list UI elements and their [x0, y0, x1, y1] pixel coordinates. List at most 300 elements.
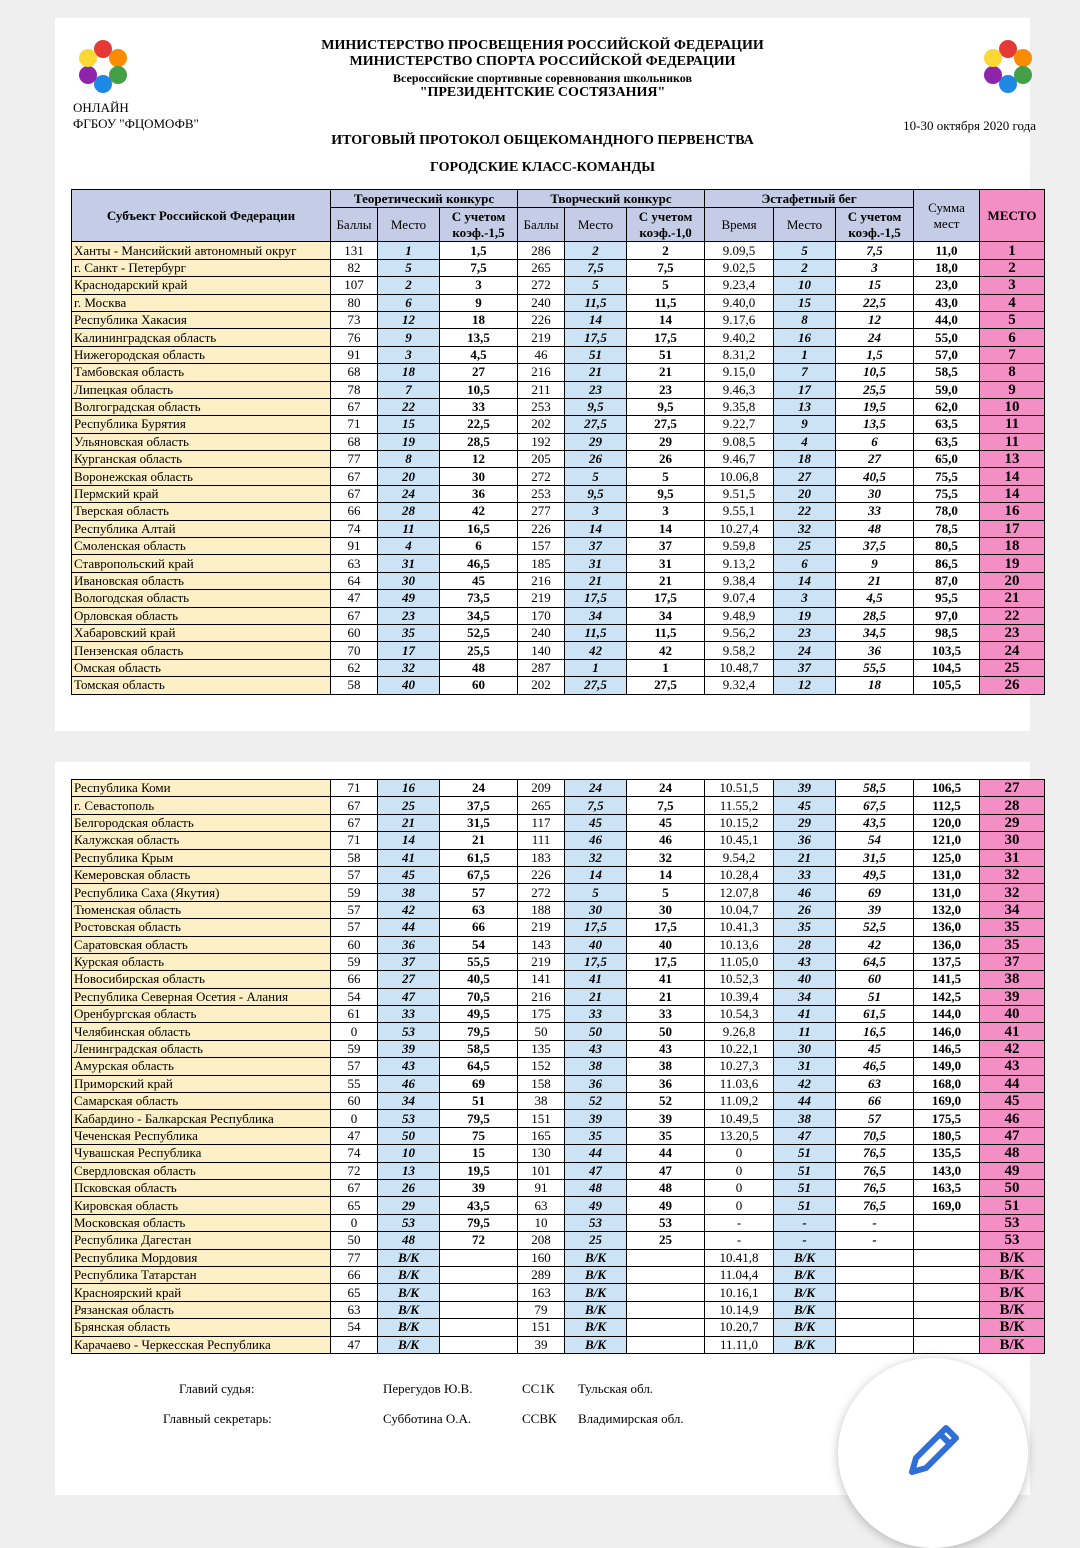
cell-theory-points: 54	[331, 988, 378, 1005]
judge-label: Главий судья:	[179, 1381, 255, 1396]
cell-relay-time: 10.41,8	[705, 1249, 774, 1266]
col-relay: Эстафетный бег	[705, 190, 914, 208]
cell-relay-coef	[836, 1249, 914, 1266]
cell-sum-places: 180,5	[914, 1127, 980, 1144]
cell-creative-coef: 9,5	[627, 398, 705, 415]
cell-sum-places: 146,5	[914, 1040, 980, 1057]
cell-relay-coef: 19,5	[836, 398, 914, 415]
cell-theory-place: 10	[378, 1145, 440, 1162]
cell-theory-place: 53	[378, 1023, 440, 1040]
cell-theory-points: 107	[331, 277, 378, 294]
event-date: 10-30 октября 2020 года	[903, 118, 1036, 133]
cell-region: Омская область	[72, 659, 331, 676]
cell-region: Ставропольский край	[72, 555, 331, 572]
cell-region: Ульяновская область	[72, 433, 331, 450]
cell-creative-points: 160	[518, 1249, 565, 1266]
cell-theory-coef: 66	[440, 919, 518, 936]
cell-creative-place: 17,5	[565, 919, 627, 936]
cell-theory-points: 60	[331, 936, 378, 953]
cell-theory-points: 64	[331, 572, 378, 589]
cell-theory-points: 60	[331, 624, 378, 641]
cell-relay-coef: 33	[836, 503, 914, 520]
table-row	[72, 1319, 1045, 1336]
cell-final-rank: 5	[980, 311, 1045, 328]
cell-creative-coef: 26	[627, 451, 705, 468]
cell-theory-coef: 48	[440, 659, 518, 676]
cell-creative-coef: 45	[627, 814, 705, 831]
cell-sum-places: 136,0	[914, 919, 980, 936]
cell-theory-place: В/К	[378, 1249, 440, 1266]
cell-relay-coef: 60	[836, 971, 914, 988]
cell-relay-coef: 70,5	[836, 1127, 914, 1144]
cell-region: Чеченская Республика	[72, 1127, 331, 1144]
cell-relay-time: 9.38,4	[705, 572, 774, 589]
cell-creative-coef	[627, 1284, 705, 1301]
cell-theory-points: 47	[331, 1127, 378, 1144]
cell-final-rank: 53	[980, 1214, 1045, 1231]
col-rank: МЕСТО	[980, 190, 1045, 242]
cell-final-rank: 20	[980, 572, 1045, 589]
cell-relay-coef	[836, 1301, 914, 1318]
cell-theory-coef: 64,5	[440, 1058, 518, 1075]
cell-creative-place: В/К	[565, 1249, 627, 1266]
cell-creative-coef: 21	[627, 988, 705, 1005]
cell-relay-place: В/К	[774, 1319, 836, 1336]
table-row	[72, 1179, 1045, 1196]
cell-final-rank: 47	[980, 1127, 1045, 1144]
cell-relay-coef: 15	[836, 277, 914, 294]
cell-relay-coef: 43,5	[836, 814, 914, 831]
cell-final-rank: 45	[980, 1093, 1045, 1110]
cell-theory-coef: 37,5	[440, 797, 518, 814]
cell-theory-place: 1	[378, 242, 440, 259]
cell-creative-place: В/К	[565, 1284, 627, 1301]
cell-creative-coef	[627, 1336, 705, 1353]
cell-relay-place: 1	[774, 346, 836, 363]
judge-region: Тульская обл.	[578, 1381, 654, 1396]
table-row	[72, 919, 1045, 936]
cell-region: Самарская область	[72, 1093, 331, 1110]
cell-region: Челябинская область	[72, 1023, 331, 1040]
cell-relay-coef: 46,5	[836, 1058, 914, 1075]
cell-creative-points: 226	[518, 866, 565, 883]
cell-theory-place: 28	[378, 503, 440, 520]
cell-theory-coef: 79,5	[440, 1110, 518, 1127]
cell-region: Республика Хакасия	[72, 311, 331, 328]
cell-theory-coef: 67,5	[440, 866, 518, 883]
cell-theory-points: 71	[331, 416, 378, 433]
cell-final-rank: В/К	[980, 1249, 1045, 1266]
cell-relay-coef: 40,5	[836, 468, 914, 485]
cell-theory-coef: 61,5	[440, 849, 518, 866]
cell-sum-places: 112,5	[914, 797, 980, 814]
cell-relay-coef: 10,5	[836, 364, 914, 381]
cell-creative-coef: 17,5	[627, 919, 705, 936]
cell-relay-time: 11.09,2	[705, 1093, 774, 1110]
cell-theory-place: 30	[378, 572, 440, 589]
table-row	[72, 1075, 1045, 1092]
cell-theory-place: 53	[378, 1214, 440, 1231]
table-row	[72, 642, 1045, 659]
table-row	[72, 832, 1045, 849]
cell-creative-coef: 42	[627, 642, 705, 659]
cell-creative-place: 14	[565, 520, 627, 537]
cell-creative-points: 272	[518, 277, 565, 294]
cell-sum-places: 63,5	[914, 416, 980, 433]
table-row	[72, 398, 1045, 415]
cell-creative-points: 226	[518, 311, 565, 328]
cell-relay-coef: 12	[836, 311, 914, 328]
cell-relay-place: 45	[774, 797, 836, 814]
cell-theory-place: 11	[378, 520, 440, 537]
cell-relay-time: 10.27,4	[705, 520, 774, 537]
cell-final-rank: 13	[980, 451, 1045, 468]
cell-relay-time: 11.05,0	[705, 953, 774, 970]
cell-theory-points: 47	[331, 590, 378, 607]
cell-sum-places: 11,0	[914, 242, 980, 259]
cell-relay-place: 5	[774, 242, 836, 259]
cell-theory-points: 77	[331, 451, 378, 468]
cell-region: Краснодарский край	[72, 277, 331, 294]
cell-theory-points: 65	[331, 1197, 378, 1214]
cell-region: Кабардино - Балкарская Республика	[72, 1110, 331, 1127]
cell-relay-place: В/К	[774, 1336, 836, 1353]
cell-final-rank: 11	[980, 416, 1045, 433]
cell-region: Хабаровский край	[72, 624, 331, 641]
cell-creative-points: 50	[518, 1023, 565, 1040]
cell-creative-coef: 7,5	[627, 797, 705, 814]
cell-creative-points: 170	[518, 607, 565, 624]
cell-relay-time: 9.32,4	[705, 677, 774, 694]
cell-creative-coef	[627, 1301, 705, 1318]
col-creative: Творческий конкурс	[518, 190, 705, 208]
cell-relay-place: 31	[774, 1058, 836, 1075]
cell-final-rank: 26	[980, 677, 1045, 694]
cell-creative-points: 130	[518, 1145, 565, 1162]
cell-theory-place: 2	[378, 277, 440, 294]
cell-theory-place: 41	[378, 849, 440, 866]
cell-theory-points: 80	[331, 294, 378, 311]
cell-theory-coef: 60	[440, 677, 518, 694]
cell-sum-places	[914, 1266, 980, 1283]
cell-creative-place: 37	[565, 538, 627, 555]
cell-theory-points: 61	[331, 1006, 378, 1023]
cell-region: Волгоградская область	[72, 398, 331, 415]
cell-theory-place: 3	[378, 346, 440, 363]
cell-creative-coef: 9,5	[627, 485, 705, 502]
cell-sum-places: 75,5	[914, 468, 980, 485]
cell-relay-coef: 69	[836, 884, 914, 901]
cell-relay-coef: 21	[836, 572, 914, 589]
cell-creative-place: 29	[565, 433, 627, 450]
cell-sum-places: 98,5	[914, 624, 980, 641]
cell-sum-places: 143,0	[914, 1162, 980, 1179]
cell-theory-coef: 75	[440, 1127, 518, 1144]
cell-region: Вологодская область	[72, 590, 331, 607]
col-theory-place: Место	[378, 208, 440, 242]
cell-sum-places: 141,5	[914, 971, 980, 988]
table-row	[72, 433, 1045, 450]
cell-theory-points: 76	[331, 329, 378, 346]
cell-creative-place: 36	[565, 1075, 627, 1092]
cell-final-rank: 19	[980, 555, 1045, 572]
cell-creative-points: 277	[518, 503, 565, 520]
cell-sum-places: 78,0	[914, 503, 980, 520]
cell-relay-coef: 76,5	[836, 1179, 914, 1196]
cell-relay-place: 25	[774, 538, 836, 555]
cell-theory-points: 66	[331, 503, 378, 520]
cell-relay-place: 40	[774, 971, 836, 988]
cell-relay-time: 9.40,0	[705, 294, 774, 311]
cell-relay-coef: 39	[836, 901, 914, 918]
cell-relay-place: 51	[774, 1179, 836, 1196]
cell-relay-time: 11.03,6	[705, 1075, 774, 1092]
cell-relay-coef: 22,5	[836, 294, 914, 311]
cell-theory-place: 6	[378, 294, 440, 311]
judge-name: Перегудов Ю.В.	[383, 1381, 473, 1396]
cell-sum-places: 125,0	[914, 849, 980, 866]
cell-creative-place: 21	[565, 988, 627, 1005]
cell-sum-places: 169,0	[914, 1197, 980, 1214]
cell-creative-place: В/К	[565, 1319, 627, 1336]
cell-relay-place: 47	[774, 1127, 836, 1144]
cell-relay-time: 0	[705, 1162, 774, 1179]
cell-final-rank: 38	[980, 971, 1045, 988]
cell-final-rank: 21	[980, 590, 1045, 607]
cell-region: Республика Алтай	[72, 520, 331, 537]
cell-creative-points: 219	[518, 590, 565, 607]
cell-theory-points: 67	[331, 814, 378, 831]
cell-relay-time: 9.54,2	[705, 849, 774, 866]
cell-region: Пензенская область	[72, 642, 331, 659]
cell-relay-place: 36	[774, 832, 836, 849]
cell-theory-coef: 33	[440, 398, 518, 415]
table-row	[72, 346, 1045, 363]
cell-final-rank: 7	[980, 346, 1045, 363]
secretary-name: Субботина О.А.	[383, 1411, 472, 1426]
cell-creative-points: 175	[518, 1006, 565, 1023]
table-row	[72, 277, 1045, 294]
cell-creative-coef: 5	[627, 277, 705, 294]
edit-fab-button[interactable]	[838, 1358, 1028, 1548]
cell-relay-time: 0	[705, 1179, 774, 1196]
cell-theory-points: 58	[331, 849, 378, 866]
cell-theory-points: 73	[331, 311, 378, 328]
cell-theory-place: 39	[378, 1040, 440, 1057]
cell-relay-time: -	[705, 1232, 774, 1249]
cell-final-rank: 43	[980, 1058, 1045, 1075]
cell-creative-coef: 43	[627, 1040, 705, 1057]
cell-relay-time: 9.46,7	[705, 451, 774, 468]
pencil-icon	[898, 1416, 968, 1486]
cell-relay-place: 30	[774, 1040, 836, 1057]
cell-theory-points: 55	[331, 1075, 378, 1092]
cell-creative-place: 40	[565, 936, 627, 953]
cell-final-rank: 32	[980, 866, 1045, 883]
cell-relay-coef	[836, 1319, 914, 1336]
cell-creative-place: 30	[565, 901, 627, 918]
cell-relay-place: 16	[774, 329, 836, 346]
cell-theory-place: 44	[378, 919, 440, 936]
cell-creative-points: 265	[518, 259, 565, 276]
cell-sum-places: 97,0	[914, 607, 980, 624]
cell-creative-place: 2	[565, 242, 627, 259]
cell-creative-coef: 11,5	[627, 294, 705, 311]
cell-relay-place: 44	[774, 1093, 836, 1110]
cell-relay-time: 10.45,1	[705, 832, 774, 849]
cell-creative-coef: 47	[627, 1162, 705, 1179]
cell-relay-time: 9.46,3	[705, 381, 774, 398]
cell-creative-coef: 14	[627, 520, 705, 537]
cell-relay-coef: -	[836, 1214, 914, 1231]
table-row	[72, 1023, 1045, 1040]
cell-theory-coef: 36	[440, 485, 518, 502]
cell-relay-time: 10.41,3	[705, 919, 774, 936]
cell-relay-place: 11	[774, 1023, 836, 1040]
cell-relay-coef: 61,5	[836, 1006, 914, 1023]
cell-creative-place: В/К	[565, 1301, 627, 1318]
cell-region: Курская область	[72, 953, 331, 970]
cell-creative-place: 47	[565, 1162, 627, 1179]
cell-region: Белгородская область	[72, 814, 331, 831]
cell-creative-points: 216	[518, 364, 565, 381]
cell-relay-time: 10.48,7	[705, 659, 774, 676]
cell-theory-coef: 43,5	[440, 1197, 518, 1214]
cell-theory-points: 57	[331, 919, 378, 936]
cell-theory-coef: 52,5	[440, 624, 518, 641]
cell-relay-time: 10.51,5	[705, 780, 774, 797]
cell-creative-place: 5	[565, 884, 627, 901]
cell-creative-place: 51	[565, 346, 627, 363]
cell-theory-coef: 15	[440, 1145, 518, 1162]
cell-theory-coef: 24	[440, 780, 518, 797]
cell-relay-coef: 24	[836, 329, 914, 346]
table-row	[72, 538, 1045, 555]
cell-final-rank: 23	[980, 624, 1045, 641]
cell-theory-coef	[440, 1319, 518, 1336]
cell-relay-time: 10.16,1	[705, 1284, 774, 1301]
cell-relay-place: 39	[774, 780, 836, 797]
cell-relay-place: 43	[774, 953, 836, 970]
cell-final-rank: В/К	[980, 1284, 1045, 1301]
cell-final-rank: 1	[980, 242, 1045, 259]
cell-creative-coef: 30	[627, 901, 705, 918]
cell-final-rank: 6	[980, 329, 1045, 346]
col-theory-points: Баллы	[331, 208, 378, 242]
cell-creative-coef: 14	[627, 866, 705, 883]
cell-creative-points: 188	[518, 901, 565, 918]
table-row	[72, 677, 1045, 694]
cell-final-rank: 51	[980, 1197, 1045, 1214]
cell-creative-place: 9,5	[565, 485, 627, 502]
cell-relay-coef: 57	[836, 1110, 914, 1127]
cell-creative-coef: 17,5	[627, 590, 705, 607]
cell-sum-places: 78,5	[914, 520, 980, 537]
cell-final-rank: 3	[980, 277, 1045, 294]
cell-creative-points: 111	[518, 832, 565, 849]
cell-relay-coef: 25,5	[836, 381, 914, 398]
cell-creative-points: 219	[518, 953, 565, 970]
cell-creative-coef: 2	[627, 242, 705, 259]
cell-theory-points: 82	[331, 259, 378, 276]
cell-creative-coef: 11,5	[627, 624, 705, 641]
cell-creative-place: 45	[565, 814, 627, 831]
cell-relay-coef	[836, 1336, 914, 1353]
cell-theory-place: В/К	[378, 1284, 440, 1301]
table-row	[72, 988, 1045, 1005]
cell-relay-coef: 76,5	[836, 1145, 914, 1162]
cell-final-rank: 22	[980, 607, 1045, 624]
cell-relay-place: 37	[774, 659, 836, 676]
cell-sum-places: 95,5	[914, 590, 980, 607]
cell-creative-place: 5	[565, 468, 627, 485]
col-region: Субъект Российской Федерации	[72, 190, 331, 242]
cell-sum-places: 136,0	[914, 936, 980, 953]
cell-relay-time: 11.04,4	[705, 1266, 774, 1283]
cell-theory-place: 49	[378, 590, 440, 607]
cell-theory-points: 71	[331, 832, 378, 849]
header-line4: "ПРЕЗИДЕНТСКИЕ СОСТЯЗАНИЯ"	[419, 85, 666, 100]
cell-theory-points: 67	[331, 797, 378, 814]
cell-theory-place: 48	[378, 1232, 440, 1249]
cell-theory-points: 68	[331, 364, 378, 381]
cell-relay-time: 9.07,4	[705, 590, 774, 607]
cell-creative-coef: 21	[627, 572, 705, 589]
organizer-info	[73, 100, 199, 132]
cell-relay-place: 18	[774, 451, 836, 468]
cell-region: Псковская область	[72, 1179, 331, 1196]
cell-theory-points: 63	[331, 555, 378, 572]
cell-relay-place: 41	[774, 1006, 836, 1023]
cell-relay-coef: 45	[836, 1040, 914, 1057]
cell-theory-place: 31	[378, 555, 440, 572]
cell-creative-points: 202	[518, 677, 565, 694]
cell-final-rank: 18	[980, 538, 1045, 555]
cell-creative-place: 17,5	[565, 590, 627, 607]
cell-creative-place: 34	[565, 607, 627, 624]
cell-theory-points: 91	[331, 346, 378, 363]
cell-creative-place: 32	[565, 849, 627, 866]
cell-relay-place: 20	[774, 485, 836, 502]
cell-theory-place: 16	[378, 780, 440, 797]
cell-creative-place: 7,5	[565, 797, 627, 814]
cell-creative-coef: 53	[627, 1214, 705, 1231]
cell-theory-coef: 51	[440, 1093, 518, 1110]
cell-creative-place: 53	[565, 1214, 627, 1231]
cell-theory-coef: 22,5	[440, 416, 518, 433]
col-relay-coef: С учетом коэф.-1,5	[836, 208, 914, 242]
cell-creative-points: 253	[518, 398, 565, 415]
col-theory-coef: С учетом коэф.-1,5	[440, 208, 518, 242]
cell-relay-place: 4	[774, 433, 836, 450]
cell-sum-places: 131,0	[914, 866, 980, 883]
cell-theory-place: 25	[378, 797, 440, 814]
cell-theory-place: В/К	[378, 1266, 440, 1283]
table-row	[72, 901, 1045, 918]
cell-final-rank: 30	[980, 832, 1045, 849]
cell-theory-coef	[440, 1336, 518, 1353]
cell-theory-coef: 16,5	[440, 520, 518, 537]
cell-final-rank: 50	[980, 1179, 1045, 1196]
cell-theory-coef: 34,5	[440, 607, 518, 624]
table-row	[72, 1040, 1045, 1057]
cell-sum-places: 58,5	[914, 364, 980, 381]
secretary-region: Владимирская обл.	[578, 1411, 684, 1426]
cell-creative-place: 7,5	[565, 259, 627, 276]
cell-relay-place: 8	[774, 311, 836, 328]
table-row	[72, 555, 1045, 572]
cell-sum-places: 168,0	[914, 1075, 980, 1092]
